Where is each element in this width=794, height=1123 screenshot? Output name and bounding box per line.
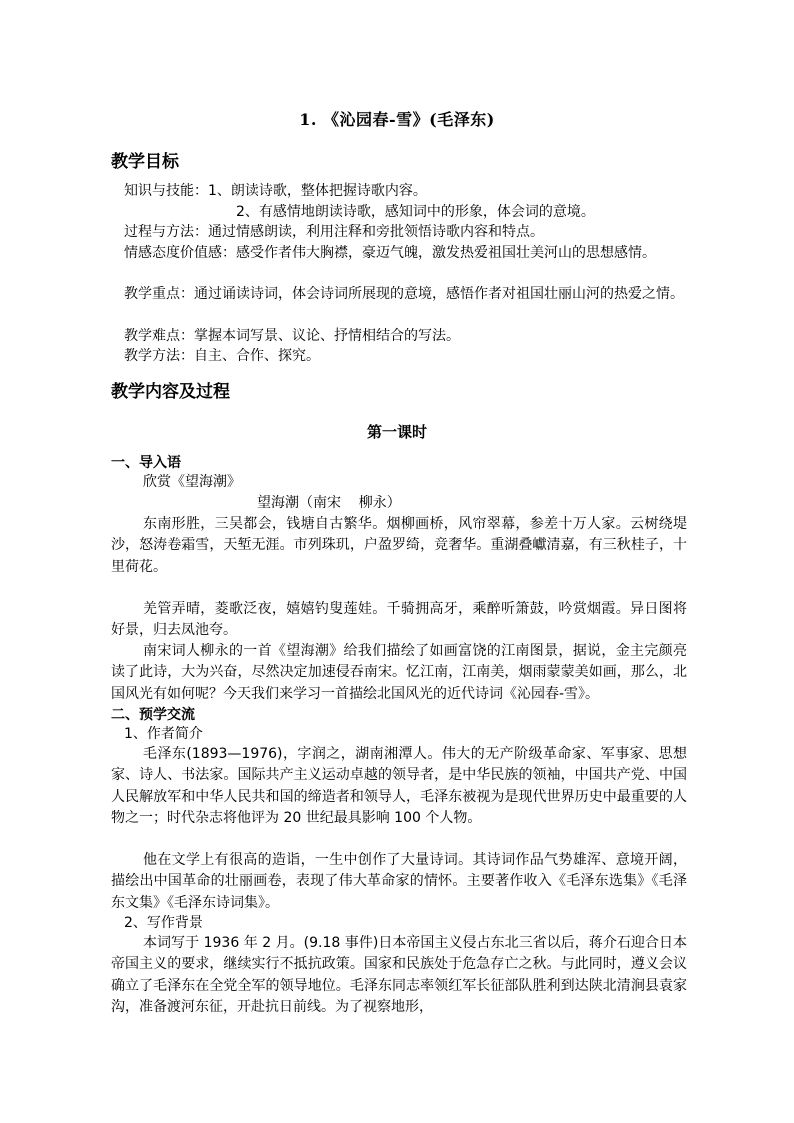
section-intro-heading: 一、导入语 xyxy=(111,455,181,471)
goal-line-emotion: 情感态度价值感：感受作者伟大胸襟，豪迈气魄，激发热爱祖国壮美河山的思想感情。 xyxy=(124,245,656,261)
goal-line-key-point: 教学重点：通过诵读诗词，体会诗词所展现的意境，感悟作者对祖国壮丽山河的热爱之情。 xyxy=(124,286,684,302)
goal-line-difficulty: 教学难点：掌握本词写景、议论、抒情相结合的写法。 xyxy=(124,328,460,344)
poem-paragraph-1: 东南形胜，三吴都会，钱塘自古繁华。烟柳画桥，风帘翠幕，参差十万人家。云树绕堤沙，怒涛卷霜雪，天堑无涯。市列珠玑，户盈罗绮，竞奢华。重湖叠巘清嘉，有三秋桂子，十里荷花。 xyxy=(111,516,687,575)
intro-paragraph: 南宋词人柳永的一首《望海潮》给我们描绘了如画富饶的江南图景，据说，金主完颜亮读了此诗，大为兴奋，尽然决定加速侵吞南宋。忆江南，江南美，烟雨蒙蒙美如画，那么，北国风光有如何呢？今天我们来学习一首描绘北国风光的近代诗词《沁园春-雪》。 xyxy=(111,643,687,702)
goal-line-method: 教学方法：自主、合作、探究。 xyxy=(124,348,320,364)
author-intro-subheading: 1、作者简介 xyxy=(124,726,203,742)
goal-line-knowledge: 知识与技能：1、朗读诗歌，整体把握诗歌内容。 xyxy=(124,183,427,199)
goal-line-knowledge-2: 2、有感情地朗读诗歌，感知词中的形象，体会词的意境。 xyxy=(236,204,595,220)
content-heading: 教学内容及过程 xyxy=(111,382,230,402)
lesson-title: 第一课时 xyxy=(366,423,427,441)
goal-line-process: 过程与方法：通过情感朗读，利用注释和旁批领悟诗歌内容和特点。 xyxy=(124,224,544,240)
appreciate-line: 欣赏《望海潮》 xyxy=(143,474,241,490)
author-paragraph-1: 毛泽东(1893—1976)，字润之，湖南湘潭人。伟大的无产阶级革命家、军事家、思想家、诗人、书法家。国际共产主义运动卓越的领导者，是中华民族的领袖，中国共产党、中国人民解放军和中华人民共和国的缔造者和领导人，毛泽东被视为是现代世界历史中最重要的人物之一；时代杂志将他评为 20 世纪最具影响 100 个人物。 xyxy=(111,746,687,826)
poem-title: 望海潮（南宋 柳永） xyxy=(257,495,401,511)
document-title: 1. 《沁园春-雪》(毛泽东) xyxy=(299,110,495,129)
background-paragraph-1: 本词写于 1936 年 2 月。(9.18 事件)日本帝国主义侵占东北三省以后，蒋介石迎合日本帝国主义的要求，继续实行不抵抗政策。国家和民族处于危急存亡之秋。与此同时，遵义会议确立了毛泽东在全党全军的领导地位。毛泽东同志率领红军长征部队胜利到达陕北清涧县袁家沟，准备渡河东征，开赴抗日前线。为了视察地形， xyxy=(111,935,687,1015)
poem-paragraph-2: 羌管弄晴，菱歌泛夜，嬉嬉钓叟莲娃。千骑拥高牙，乘醉听箫鼓，吟赏烟霞。异日图将好景，归去凤池夸。 xyxy=(111,601,687,639)
author-paragraph-2: 他在文学上有很高的造诣，一生中创作了大量诗词。其诗词作品气势雄浑、意境开阔，描绘出中国革命的壮丽画卷，表现了伟大革命家的情怀。主要著作收入《毛泽东选集》《毛泽东文集》《毛泽东诗词集》。 xyxy=(111,852,687,911)
section-preview-heading: 二、预学交流 xyxy=(111,707,195,723)
goals-heading: 教学目标 xyxy=(111,152,179,172)
background-subheading: 2、写作背景 xyxy=(124,915,203,931)
